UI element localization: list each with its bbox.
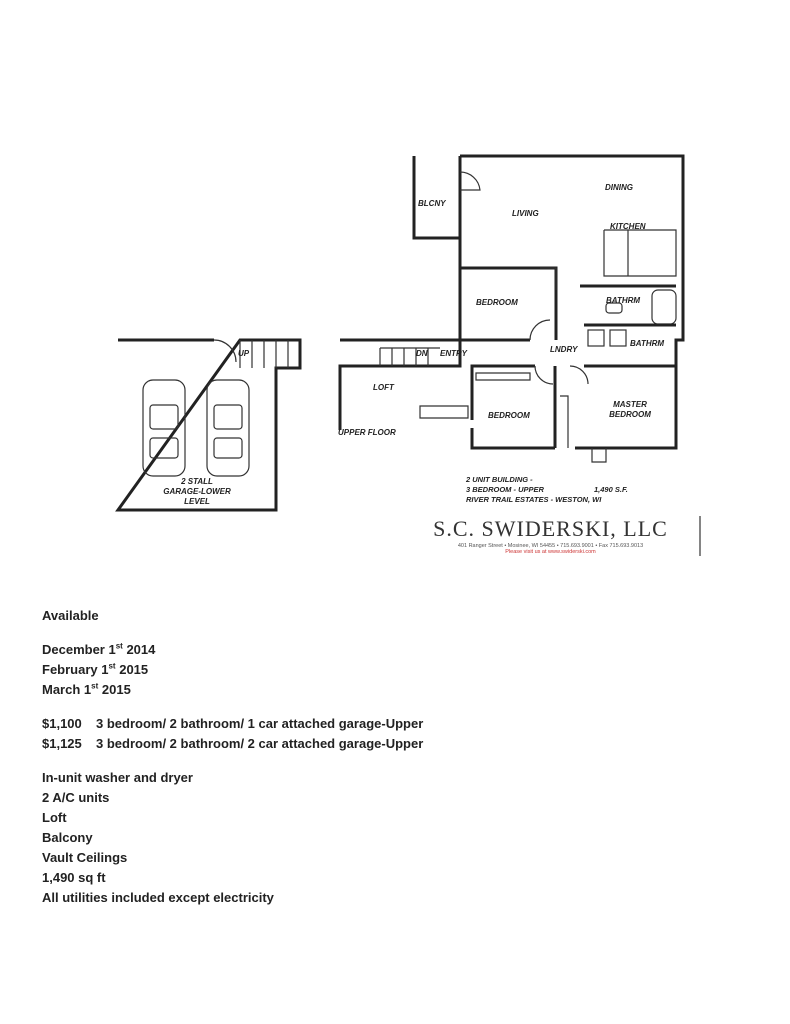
feature-item: Loft bbox=[42, 810, 67, 825]
feature-item: 2 A/C units bbox=[42, 790, 110, 805]
price-desc: 3 bedroom/ 2 bathroom/ 2 car attached garage-Upper bbox=[96, 736, 424, 751]
date-item: March 1st 2015 bbox=[42, 681, 131, 697]
dining-label: DINING bbox=[605, 183, 633, 192]
price-desc: 3 bedroom/ 2 bathroom/ 1 car attached garage-Upper bbox=[96, 716, 424, 731]
date-item: February 1st 2015 bbox=[42, 661, 149, 677]
company-name: S.C. SWIDERSKI, LLC bbox=[433, 516, 668, 541]
feature-item: 1,490 sq ft bbox=[42, 870, 106, 885]
price-item bbox=[42, 734, 423, 754]
listing-info bbox=[42, 606, 423, 908]
dn-label: DN bbox=[416, 349, 428, 358]
caption-sqft: 1,490 S.F. bbox=[594, 485, 628, 494]
lndry-label: LNDRY bbox=[550, 345, 578, 354]
up-label: UP bbox=[238, 349, 250, 358]
bedroom2-label: BEDROOM bbox=[488, 411, 530, 420]
available-heading: Available bbox=[42, 608, 99, 623]
garage-plan bbox=[118, 340, 300, 510]
car-icon bbox=[207, 380, 249, 476]
garage-label-2: GARAGE-LOWER bbox=[163, 487, 231, 496]
blcny-label: BLCNY bbox=[418, 199, 446, 208]
living-label: LIVING bbox=[512, 209, 539, 218]
upper-floor-label: UPPER FLOOR bbox=[338, 428, 396, 437]
feature-item: All utilities included except electricity bbox=[42, 890, 274, 905]
company-logo bbox=[418, 516, 683, 555]
price-item bbox=[42, 714, 423, 734]
bathrm2-label: BATHRM bbox=[630, 339, 665, 348]
upper-floor-plan bbox=[338, 156, 683, 462]
kitchen-label: KITCHEN bbox=[610, 222, 646, 231]
caption-line-3: RIVER TRAIL ESTATES - WESTON, WI bbox=[466, 495, 602, 504]
caption-line-1: 2 UNIT BUILDING - bbox=[466, 475, 533, 484]
car-icon bbox=[143, 380, 185, 476]
bathrm-label: BATHRM bbox=[606, 296, 641, 305]
feature-item: Balcony bbox=[42, 830, 93, 845]
bedroom-label: BEDROOM bbox=[476, 298, 518, 307]
master-label-1: MASTER bbox=[613, 400, 647, 409]
plan-caption bbox=[465, 475, 628, 504]
garage-label-1: 2 STALL bbox=[181, 477, 213, 486]
garage-label-3: LEVEL bbox=[184, 497, 210, 506]
feature-item: In-unit washer and dryer bbox=[42, 770, 193, 785]
caption-line-2: 3 BEDROOM - UPPER bbox=[466, 485, 544, 494]
loft-label: LOFT bbox=[373, 383, 394, 392]
company-web: Please visit us at www.swiderski.com bbox=[505, 549, 596, 555]
master-label-2: BEDROOM bbox=[609, 410, 651, 419]
date-item: December 1st 2014 bbox=[42, 641, 156, 657]
price-value: $1,125 bbox=[42, 736, 82, 751]
entry-label: ENTRY bbox=[440, 349, 467, 358]
company-address: 401 Ranger Street • Mosinee, WI 54455 • 715.693.9001 • Fax 715.693.9013 bbox=[457, 543, 644, 549]
price-value: $1,100 bbox=[42, 716, 82, 731]
feature-item: Vault Ceilings bbox=[42, 850, 128, 865]
